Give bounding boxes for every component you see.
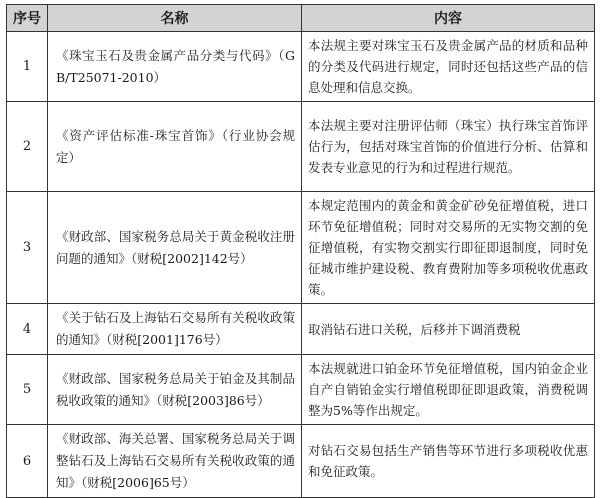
- table-row: [7, 32, 595, 102]
- row-regulation-content: 本规定范围内的黄金和黄金矿砂免征增值税，进口环节免征增值税；同时对交易所的无实物交割的免征增值税，有实物交割实行即征即退制度，同时免征城市维护建设税、教育费附加等多项税收优惠政策。: [302, 192, 595, 304]
- row-serial-number: 5: [7, 355, 48, 425]
- table-row: [7, 102, 595, 192]
- row-regulation-content: 对钻石交易包括生产销售等环节进行多项税收优惠和免征政策。: [302, 425, 595, 498]
- header-name: 名称: [48, 5, 302, 32]
- row-regulation-content: 本法规就进口铂金环节免征增值税，国内铂金企业自产自销铂金实行增值税即征即退政策，消费税调整为5%等作出规定。: [302, 355, 595, 425]
- row-serial-number: 2: [7, 102, 48, 192]
- table-row: [7, 304, 595, 355]
- table-row: [7, 355, 595, 425]
- header-serial-number: 序号: [7, 5, 48, 32]
- row-regulation-name: 《珠宝玉石及贵金属产品分类与代码》（GB/T25071-2010）: [48, 32, 302, 102]
- row-regulation-name: 《资产评估标准-珠宝首饰》（行业协会规定）: [48, 102, 302, 192]
- row-serial-number: 4: [7, 304, 48, 355]
- row-regulation-content: 取消钻石进口关税，后移并下调消费税: [302, 304, 595, 355]
- table-row: [7, 192, 595, 304]
- table-header: [7, 5, 595, 32]
- header-row: [7, 5, 595, 32]
- row-serial-number: 3: [7, 192, 48, 304]
- row-regulation-name: 《财政部、国家税务总局关于铂金及其制品税收政策的通知》（财税[2003]86号）: [48, 355, 302, 425]
- table-row: [7, 425, 595, 498]
- row-regulation-content: 本法规主要对珠宝玉石及贵金属产品的材质和品种的分类及代码进行规定，同时还包括这些产品的信息处理和信息交换。: [302, 32, 595, 102]
- row-regulation-name: 《财政部、国家税务总局关于黄金税收注册问题的通知》（财税[2002]142号）: [48, 192, 302, 304]
- header-content: 内容: [302, 5, 595, 32]
- row-serial-number: 6: [7, 425, 48, 498]
- row-regulation-name: 《财政部、海关总署、国家税务总局关于调整钻石及上海钻石交易所有关税收政策的通知》（财税[2006]65号）: [48, 425, 302, 498]
- regulations-table: [6, 4, 595, 498]
- row-serial-number: 1: [7, 32, 48, 102]
- row-regulation-name: 《关于钻石及上海钻石交易所有关税收政策的通知》（财税[2001]176号）: [48, 304, 302, 355]
- row-regulation-content: 本法规主要对注册评估师（珠宝）执行珠宝首饰评估行为，包括对珠宝首饰的价值进行分析、估算和发表专业意见的行为和过程进行规范。: [302, 102, 595, 192]
- table-body: [7, 32, 595, 498]
